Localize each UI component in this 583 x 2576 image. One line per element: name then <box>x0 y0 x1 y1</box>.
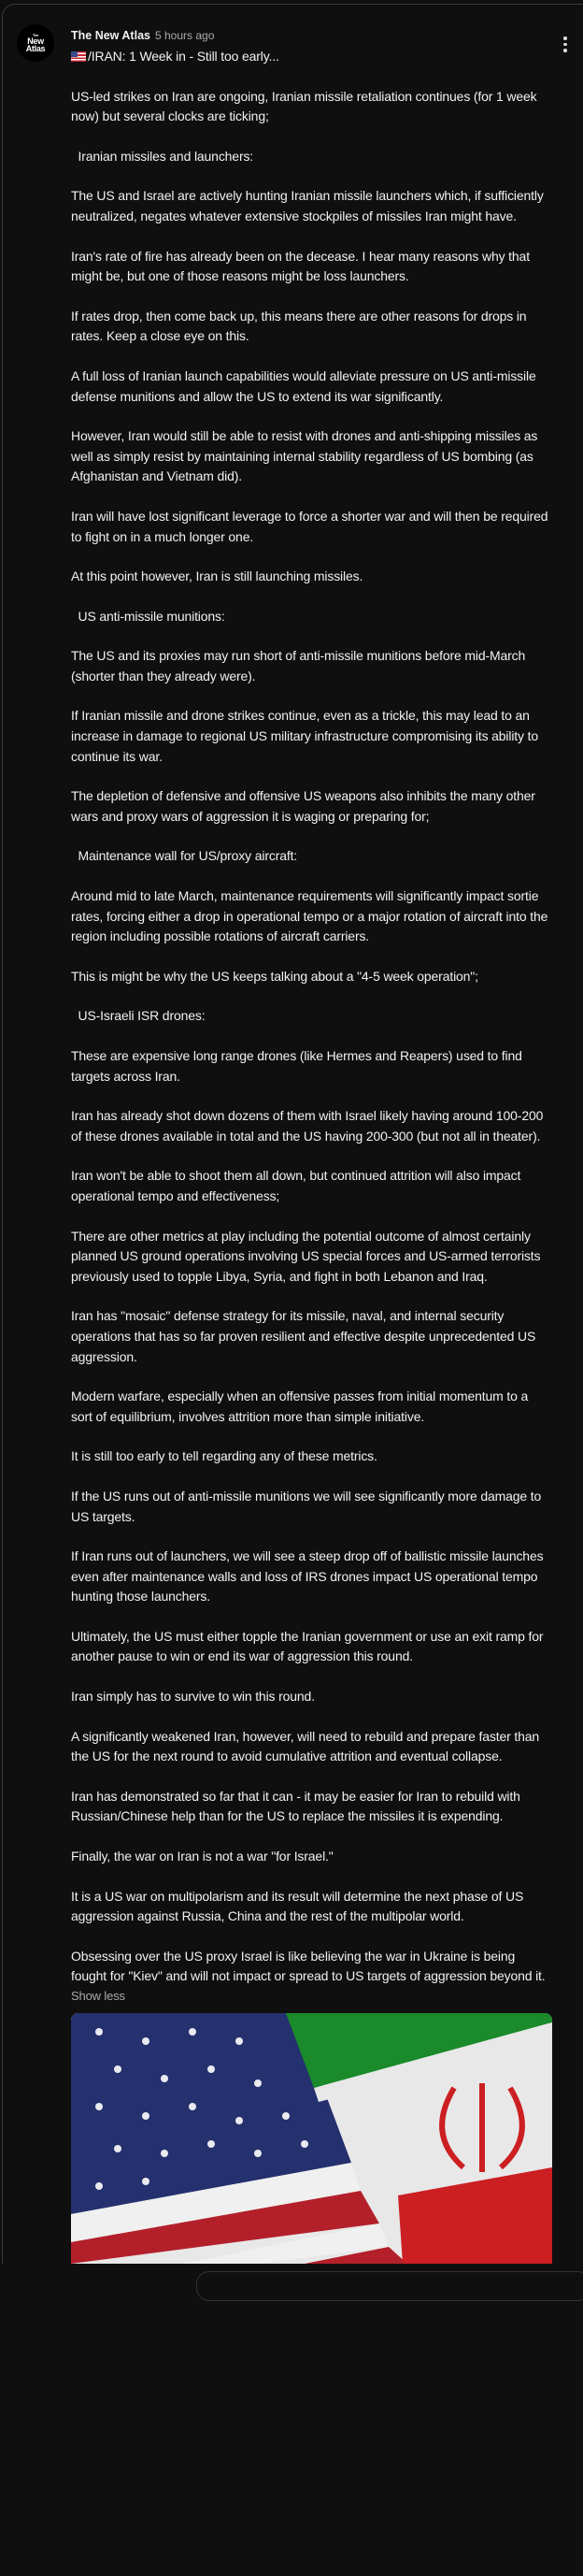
post-paragraph: Ultimately, the US must either topple the Iranian government or use an exit ramp for another pause to win or end its war of aggression this round. <box>71 1628 547 1664</box>
post-paragraph: Around mid to late March, maintenance requirements will significantly impact sortie rates, forcing either a drop in operational tempo or a major rotation of aircraft into the region including possible rotations of aircraft carriers. <box>71 888 551 944</box>
post-paragraph: Iran won't be able to shoot them all down, but continued attrition will also impact operational tempo and effectiveness; <box>71 1168 525 1203</box>
post-paragraph: This is might be why the US keeps talking about a "4-5 week operation"; <box>71 968 478 984</box>
post-paragraph: Iranian missiles and launchers: <box>71 148 254 164</box>
post-paragraph: There are other metrics at play including the potential outcome of almost certainly planned US ground operations involving US special forces and US-armed terrorists previously used to topple Libya, Syria, and fight in both Lebanon and Iraq. <box>71 1228 545 1284</box>
post-paragraph: If the US runs out of anti-missile munitions we will see significantly more damage to US targets. <box>71 1488 545 1524</box>
us-iran-flags-image <box>71 2013 552 2264</box>
post-body <box>71 47 552 2006</box>
post-image[interactable] <box>71 2013 552 2264</box>
post-paragraph: If Iranian missile and drone strikes continue, even as a trickle, this may lead to an increase in damage to regional US military infrastructure compromising its ability to continue its war. <box>71 708 542 764</box>
post-paragraph: Obsessing over the US proxy Israel is like believing the war in Ukraine is being fought for "Kiev" and will not impact or spread to US targets of aggression beyond it. <box>71 1948 546 1984</box>
post-paragraph: Finally, the war on Iran is not a war "for Israel." <box>71 1849 334 1864</box>
post-paragraph: Iran has "mosaic" defense strategy for its missile, naval, and internal security operations that has so far proven resilient and effective despite unprecedented US aggression. <box>71 1308 539 1364</box>
post-paragraph: A significantly weakened Iran, however, will need to rebuild and prepare faster than the US for the next round to avoid cumulative attrition and eventual collapse. <box>71 1728 543 1764</box>
next-post-edge <box>196 2271 583 2301</box>
post-paragraph: US-led strikes on Iran are ongoing, Iranian missile retaliation continues (for 1 week now) but several clocks are ticking; <box>71 88 541 124</box>
post-title: /IRAN: 1 Week in - Still too early... <box>71 47 552 67</box>
post-paragraph: A full loss of Iranian launch capabilities would alleviate pressure on US anti-missile defense munitions and allow the US to extend its war significantly. <box>71 367 540 404</box>
post-paragraph: Iran simply has to survive to win this round. <box>71 1689 315 1705</box>
post-paragraph: Modern warfare, especially when an offensive passes from initial momentum to a sort of equilibrium, involves attrition more than simple initiative. <box>71 1389 532 1424</box>
post-paragraph: At this point however, Iran is still launching missiles. <box>71 568 363 584</box>
post-card <box>2 4 583 2264</box>
post-paragraph: Iran will have lost significant leverage to force a shorter war and will then be required to fight on in a much longer one. <box>71 508 552 544</box>
post-content <box>71 24 552 2264</box>
post-paragraph: The US and its proxies may run short of anti-missile munitions before mid-March (shorter than they already were). <box>71 648 529 684</box>
more-options-icon[interactable] <box>560 35 571 57</box>
post-paragraph: US-Israeli ISR drones: <box>71 1008 206 1024</box>
post-paragraph: The US and Israel are actively hunting Iranian missile launchers which, if sufficiently neutralized, negates whatever extensive stockpiles of missiles Iran might have. <box>71 188 547 223</box>
channel-avatar[interactable]: The New Atlas <box>17 24 54 62</box>
post-paragraph: However, Iran would still be able to resist with drones and anti-shipping missiles as well as simply resist by maintaining internal stability regardless of US bombing (as Afghanistan and Vietnam did). <box>71 428 542 484</box>
post-paragraph: Iran has already shot down dozens of them with Israel likely having around 100-200 of these drones available in total and the US having 200-300 (but not all in theater). <box>71 1108 547 1144</box>
post-header <box>71 24 552 43</box>
post-paragraph: If Iran runs out of launchers, we will see a steep drop off of ballistic missile launches even after maintenance walls and loss of IRS drones impact US operational tempo hunting those launchers. <box>71 1548 547 1605</box>
post-paragraph: Iran's rate of fire has already been on the decease. I hear many reasons why that might be, but one of those reasons might be loss launchers. <box>71 248 533 284</box>
post-paragraph: Iran has demonstrated so far that it can - it may be easier for Iran to rebuild with Russian/Chinese help than for the US to replace the missiles it is expending. <box>71 1788 524 1824</box>
us-flag-icon <box>71 51 86 62</box>
author-name[interactable]: The New Atlas <box>71 29 150 42</box>
post-paragraph: These are expensive long range drones (like Hermes and Reapers) used to find targets across Iran. <box>71 1048 526 1084</box>
post-paragraph: It is a US war on multipolarism and its result will determine the next phase of US aggression against Russia, China and the rest of the multipolar world. <box>71 1888 527 1924</box>
post-paragraph: US anti-missile munitions: <box>71 608 225 624</box>
post-paragraph: Maintenance wall for US/proxy aircraft: <box>71 848 298 864</box>
show-less-button[interactable]: Show less <box>71 1989 125 2003</box>
post-paragraph: It is still too early to tell regarding any of these metrics. <box>71 1448 377 1464</box>
post-paragraph: The depletion of defensive and offensive US weapons also inhibits the many other wars and proxy wars of aggression it is waging or preparing for; <box>71 788 539 824</box>
post-paragraph: If rates drop, then come back up, this means there are other reasons for drops in rates. Keep a close eye on this. <box>71 308 531 344</box>
post-time[interactable]: 5 hours ago <box>154 29 215 42</box>
